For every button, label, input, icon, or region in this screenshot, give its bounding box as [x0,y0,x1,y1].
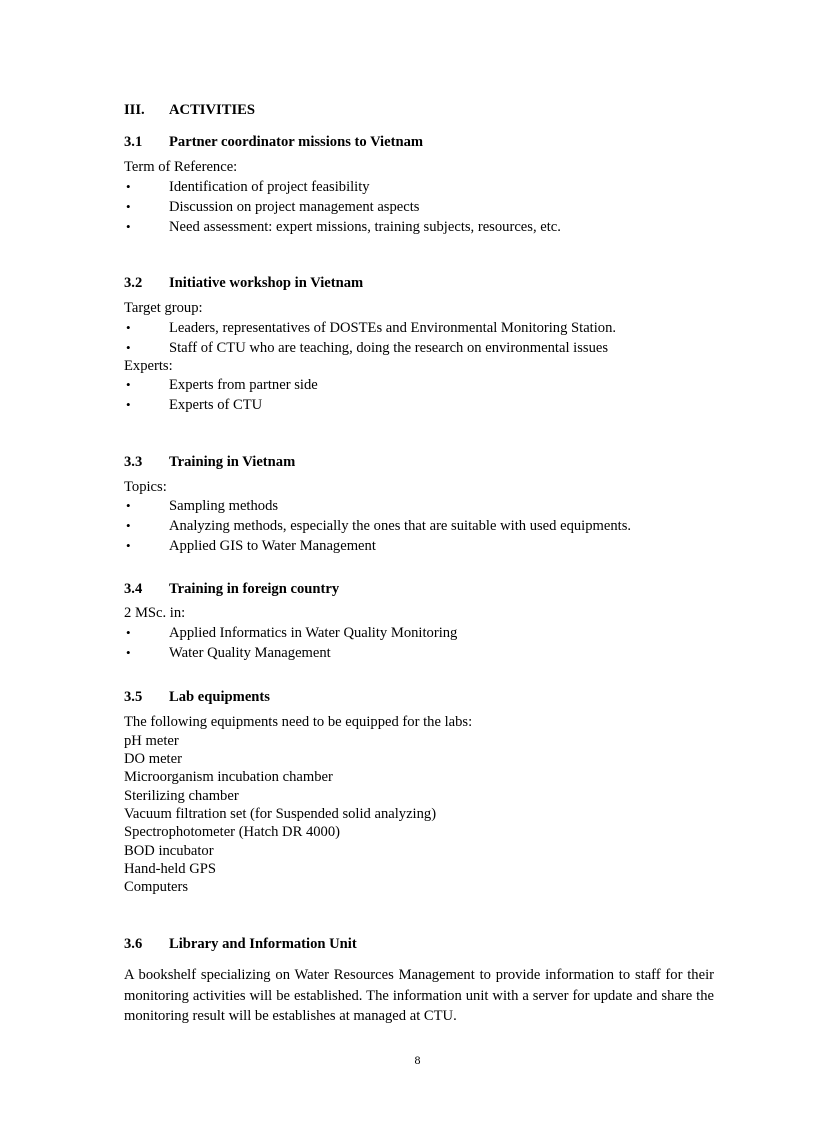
bullet: • [126,199,131,214]
list-item: Water Quality Management [169,645,331,661]
section-3-4-intro: 2 MSc. in: [124,605,186,621]
bullet: • [126,645,131,660]
equipment-item: Hand-held GPS [124,861,217,877]
list-item: Discussion on project management aspects [169,199,420,215]
section-3-1-intro: Term of Reference: [124,159,238,175]
bullet: • [126,179,131,194]
bullet: • [126,219,131,234]
section-title-3-2: Initiative workshop in Vietnam [169,275,364,291]
section-number-3-3: 3.3 [124,454,143,470]
bullet: • [126,538,131,553]
section-3-3-intro: Topics: [124,479,167,495]
equipment-item: Microorganism incubation chamber [124,769,333,785]
list-item: Need assessment: expert missions, training subjects, resources, etc. [169,219,561,235]
list-item: Experts from partner side [169,377,318,393]
section-number-3-1: 3.1 [124,134,143,150]
section-title-3-3: Training in Vietnam [169,454,296,470]
bullet: • [126,498,131,513]
bullet: • [126,377,131,392]
list-item: Applied GIS to Water Management [169,538,376,554]
bullet: • [126,625,131,640]
list-item: Analyzing methods, especially the ones that are suitable with used equipments. [169,518,632,534]
section-title-3-6: Library and Information Unit [169,936,357,952]
section-title-3-4: Training in foreign country [169,581,340,597]
equipment-item: Spectrophotometer (Hatch DR 4000) [124,824,341,840]
section-3-6-paragraph: A bookshelf specializing on Water Resources Management to provide information to staff for their monitoring activities will be established. The information unit with a server for update and share the monitoring result will be establishes at managed at CTU. [124,967,714,1024]
equipment-item: pH meter [124,733,179,749]
equipment-item: Computers [124,879,189,895]
bullet: • [126,340,131,355]
section-number-3-5: 3.5 [124,689,143,705]
list-item: Staff of CTU who are teaching, doing the research on environmental issues [169,340,609,356]
section-3-5-intro: The following equipments need to be equipped for the labs: [124,714,473,730]
chapter-title: ACTIVITIES [169,102,255,118]
page-number: 8 [414,1053,421,1067]
section-number-3-2: 3.2 [124,275,143,291]
list-item: Sampling methods [169,498,279,514]
bullet: • [126,320,131,335]
equipment-item: DO meter [124,751,182,767]
list-item: Identification of project feasibility [169,179,370,195]
bullet: • [126,518,131,533]
equipment-item: Vacuum filtration set (for Suspended solid analyzing) [124,806,437,822]
section-number-3-4: 3.4 [124,581,143,597]
equipment-item: BOD incubator [124,843,214,859]
section-3-2-experts-intro: Experts: [124,358,173,374]
section-title-3-5: Lab equipments [169,689,270,705]
list-item: Experts of CTU [169,397,263,413]
chapter-number: III. [124,102,145,118]
equipment-item: Sterilizing chamber [124,788,239,804]
section-number-3-6: 3.6 [124,936,143,952]
list-item: Leaders, representatives of DOSTEs and Environmental Monitoring Station. [169,320,617,336]
bullet: • [126,397,131,412]
section-title-3-1: Partner coordinator missions to Vietnam [169,134,424,150]
list-item: Applied Informatics in Water Quality Monitoring [169,625,458,641]
section-3-2-intro: Target group: [124,300,203,316]
